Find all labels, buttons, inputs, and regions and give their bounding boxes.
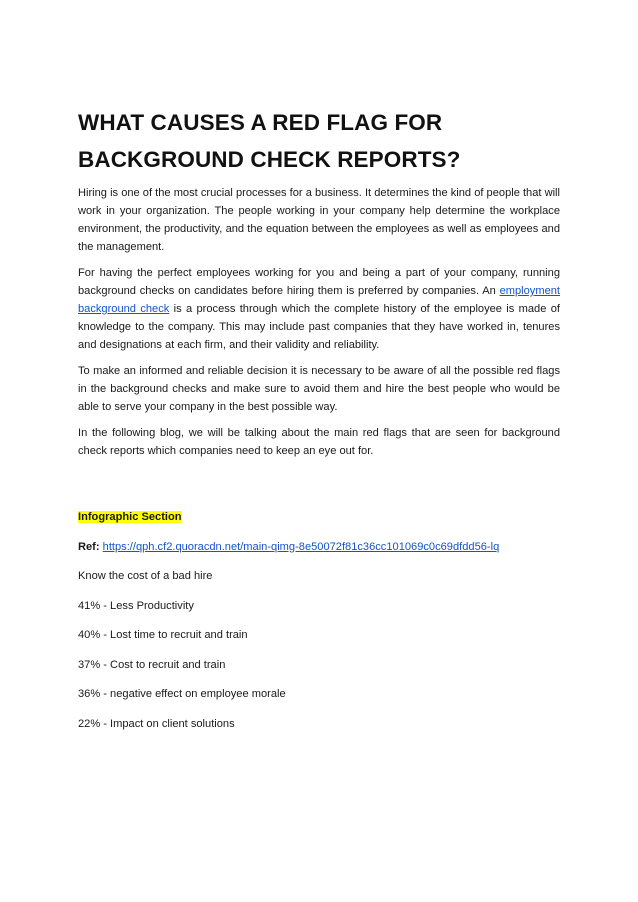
reference-line bbox=[78, 538, 560, 556]
document-page bbox=[78, 104, 560, 744]
paragraph-intro: Hiring is one of the most crucial processes for a business. It determines the kind of people that will work in your organization. The people working in your company help determine the workplace environment, the productivity, and the equation between the employees as well as employees and the management. bbox=[78, 187, 560, 253]
list-item: 36% - negative effect on employee morale bbox=[78, 688, 286, 700]
paragraph-blog-intro: In the following blog, we will be talking about the main red flags that are seen for background check reports which companies need to keep an eye out for. bbox=[78, 427, 560, 457]
list-item: 41% - Less Productivity bbox=[78, 599, 194, 612]
reference-url-link[interactable]: https://qph.cf2.quoracdn.net/main-qimg-8e50072f81c36cc101069c0c69dfdd56-lq bbox=[102, 540, 500, 553]
reference-label: Ref: bbox=[78, 540, 100, 553]
page-title: WHAT CAUSES A RED FLAG FOR BACKGROUND CHECK REPORTS? bbox=[78, 110, 461, 172]
list-item: 40% - Lost time to recruit and train bbox=[78, 629, 248, 641]
paragraph-decision: To make an informed and reliable decision it is necessary to be aware of all the possible red flags in the background checks and make sure to avoid them and hire the best people who would be able to serve your company in the best possible way. bbox=[78, 365, 560, 413]
list-item: 37% - Cost to recruit and train bbox=[78, 658, 226, 671]
infographic-intro: Know the cost of a bad hire bbox=[78, 570, 213, 582]
infographic-heading bbox=[78, 508, 560, 526]
infographic-heading-label: Infographic Section bbox=[78, 511, 182, 523]
paragraph-background-check bbox=[78, 264, 560, 354]
employment-background-check-link[interactable]: employment background check bbox=[78, 285, 560, 315]
paragraph-text: is a process through which the complete history of the employee is made of knowledge to the company. This may include past companies that they have worked in, tenures and designations at each firm, and their validity and reliability. bbox=[78, 303, 560, 351]
list-item: 22% - Impact on client solutions bbox=[78, 717, 235, 730]
paragraph-text: For having the perfect employees working for you and being a part of your company, running background checks on candidates before hiring them is preferred by companies. An bbox=[78, 267, 560, 297]
spacer bbox=[78, 468, 560, 508]
